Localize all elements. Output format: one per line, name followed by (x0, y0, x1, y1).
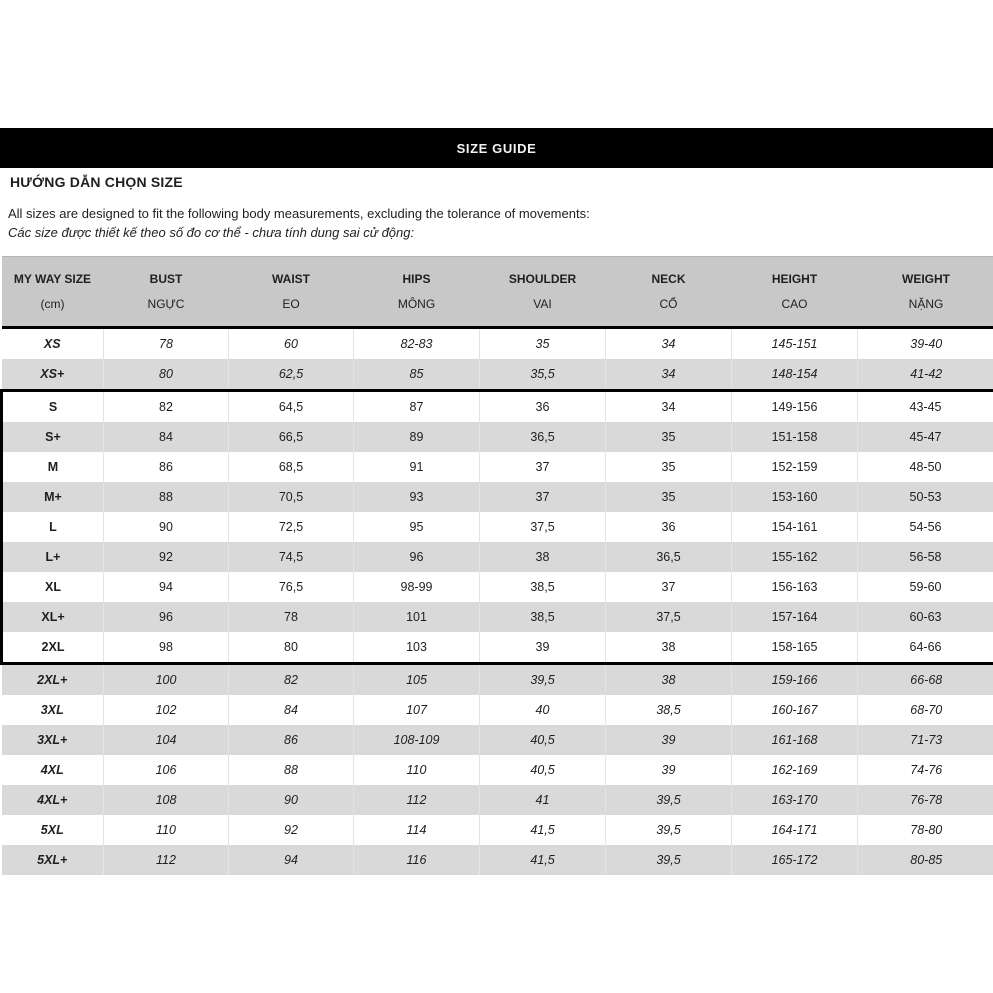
column-subtitle: (cm) (40, 297, 65, 312)
value-cell: 156-163 (732, 572, 858, 602)
size-cell: 2XL+ (2, 664, 104, 696)
value-cell: 39,5 (606, 815, 732, 845)
column-header-my-way-size (2, 257, 104, 328)
value-cell: 163-170 (732, 785, 858, 815)
value-cell: 78-80 (858, 815, 993, 845)
value-cell: 148-154 (732, 359, 858, 391)
value-cell: 112 (354, 785, 480, 815)
value-cell: 153-160 (732, 482, 858, 512)
size-cell: 2XL (2, 632, 104, 664)
table-row-5xl (2, 815, 993, 845)
table-row-l-plus (2, 542, 993, 572)
value-cell: 98-99 (354, 572, 480, 602)
value-cell: 78 (229, 602, 354, 632)
value-cell: 39,5 (606, 845, 732, 875)
value-cell: 159-166 (732, 664, 858, 696)
size-cell: XS (2, 328, 104, 360)
size-cell: S+ (2, 422, 104, 452)
value-cell: 90 (104, 512, 229, 542)
value-cell: 36,5 (606, 542, 732, 572)
value-cell: 39 (606, 725, 732, 755)
size-cell: XL+ (2, 602, 104, 632)
value-cell: 38,5 (480, 572, 606, 602)
column-subtitle: CỔ (659, 297, 678, 312)
value-cell: 152-159 (732, 452, 858, 482)
value-cell: 103 (354, 632, 480, 664)
value-cell: 107 (354, 695, 480, 725)
value-cell: 105 (354, 664, 480, 696)
size-table-body (2, 328, 993, 876)
value-cell: 92 (229, 815, 354, 845)
column-header-shoulder (480, 257, 606, 328)
value-cell: 56-58 (858, 542, 993, 572)
column-title: WEIGHT (902, 271, 950, 286)
value-cell: 160-167 (732, 695, 858, 725)
value-cell: 41 (480, 785, 606, 815)
value-cell: 72,5 (229, 512, 354, 542)
table-row-3xl-plus (2, 725, 993, 755)
value-cell: 85 (354, 359, 480, 391)
table-row-xs (2, 328, 993, 360)
value-cell: 39 (480, 632, 606, 664)
value-cell: 59-60 (858, 572, 993, 602)
value-cell: 35 (606, 422, 732, 452)
value-cell: 34 (606, 359, 732, 391)
column-subtitle: NGỰC (147, 297, 185, 312)
value-cell: 36,5 (480, 422, 606, 452)
column-header-weight (858, 257, 993, 328)
column-subtitle: EO (282, 297, 300, 312)
table-row-2xl (2, 632, 993, 664)
value-cell: 158-165 (732, 632, 858, 664)
size-guide-banner (0, 128, 993, 168)
value-cell: 82-83 (354, 328, 480, 360)
value-cell: 162-169 (732, 755, 858, 785)
table-row-3xl (2, 695, 993, 725)
table-row-4xl-plus (2, 785, 993, 815)
value-cell: 41-42 (858, 359, 993, 391)
value-cell: 101 (354, 602, 480, 632)
value-cell: 102 (104, 695, 229, 725)
size-cell: 5XL+ (2, 845, 104, 875)
value-cell: 34 (606, 328, 732, 360)
value-cell: 40,5 (480, 755, 606, 785)
value-cell: 39 (606, 755, 732, 785)
column-header-height (732, 257, 858, 328)
value-cell: 38 (606, 664, 732, 696)
column-header-hips (354, 257, 480, 328)
size-cell: 5XL (2, 815, 104, 845)
size-cell: XS+ (2, 359, 104, 391)
size-cell: M (2, 452, 104, 482)
value-cell: 100 (104, 664, 229, 696)
value-cell: 93 (354, 482, 480, 512)
value-cell: 94 (229, 845, 354, 875)
value-cell: 157-164 (732, 602, 858, 632)
value-cell: 108-109 (354, 725, 480, 755)
table-row-s (2, 391, 993, 423)
value-cell: 92 (104, 542, 229, 572)
table-row-m (2, 452, 993, 482)
value-cell: 74-76 (858, 755, 993, 785)
value-cell: 71-73 (858, 725, 993, 755)
value-cell: 41,5 (480, 815, 606, 845)
value-cell: 68,5 (229, 452, 354, 482)
column-title: MY WAY SIZE (13, 271, 92, 286)
table-row-s-plus (2, 422, 993, 452)
column-title: WAIST (272, 271, 310, 286)
value-cell: 40,5 (480, 725, 606, 755)
description-en: All sizes are designed to fit the following body measurements, excluding the tolerance of movements: (8, 206, 590, 221)
value-cell: 90 (229, 785, 354, 815)
column-subtitle: CAO (781, 297, 808, 312)
value-cell: 38,5 (606, 695, 732, 725)
value-cell: 37 (606, 572, 732, 602)
banner-title: SIZE GUIDE (456, 140, 537, 156)
column-title: HEIGHT (771, 271, 818, 286)
value-cell: 36 (480, 391, 606, 423)
value-cell: 36 (606, 512, 732, 542)
value-cell: 106 (104, 755, 229, 785)
value-cell: 76-78 (858, 785, 993, 815)
value-cell: 80 (104, 359, 229, 391)
value-cell: 35 (480, 328, 606, 360)
header-row (2, 257, 993, 328)
value-cell: 66,5 (229, 422, 354, 452)
value-cell: 74,5 (229, 542, 354, 572)
value-cell: 87 (354, 391, 480, 423)
value-cell: 64-66 (858, 632, 993, 664)
value-cell: 114 (354, 815, 480, 845)
value-cell: 66-68 (858, 664, 993, 696)
value-cell: 60 (229, 328, 354, 360)
table-row-l (2, 512, 993, 542)
column-header-waist (229, 257, 354, 328)
value-cell: 110 (104, 815, 229, 845)
value-cell: 60-63 (858, 602, 993, 632)
value-cell: 80-85 (858, 845, 993, 875)
value-cell: 91 (354, 452, 480, 482)
value-cell: 37,5 (606, 602, 732, 632)
value-cell: 84 (104, 422, 229, 452)
description-vi: Các size được thiết kế theo số đo cơ thể - chưa tính dung sai cử động: (8, 225, 415, 240)
value-cell: 145-151 (732, 328, 858, 360)
value-cell: 48-50 (858, 452, 993, 482)
size-cell: L (2, 512, 104, 542)
value-cell: 86 (229, 725, 354, 755)
value-cell: 35 (606, 482, 732, 512)
value-cell: 155-162 (732, 542, 858, 572)
value-cell: 37 (480, 452, 606, 482)
size-cell: 4XL+ (2, 785, 104, 815)
value-cell: 149-156 (732, 391, 858, 423)
page-heading: HƯỚNG DẪN CHỌN SIZE (10, 174, 183, 190)
column-subtitle: VAI (533, 297, 552, 312)
value-cell: 70,5 (229, 482, 354, 512)
value-cell: 40 (480, 695, 606, 725)
column-header-neck (606, 257, 732, 328)
value-cell: 84 (229, 695, 354, 725)
value-cell: 151-158 (732, 422, 858, 452)
value-cell: 68-70 (858, 695, 993, 725)
value-cell: 38 (606, 632, 732, 664)
value-cell: 38,5 (480, 602, 606, 632)
table-row-2xl-plus (2, 664, 993, 696)
value-cell: 50-53 (858, 482, 993, 512)
value-cell: 108 (104, 785, 229, 815)
table-row-xl (2, 572, 993, 602)
size-cell: 3XL+ (2, 725, 104, 755)
column-title: BUST (149, 271, 183, 286)
value-cell: 76,5 (229, 572, 354, 602)
column-title: SHOULDER (508, 271, 577, 286)
size-table (0, 256, 993, 875)
value-cell: 88 (104, 482, 229, 512)
value-cell: 104 (104, 725, 229, 755)
value-cell: 80 (229, 632, 354, 664)
value-cell: 39,5 (480, 664, 606, 696)
value-cell: 94 (104, 572, 229, 602)
size-cell: M+ (2, 482, 104, 512)
column-subtitle: NẶNG (908, 297, 944, 312)
value-cell: 37 (480, 482, 606, 512)
column-title: HIPS (402, 271, 431, 286)
value-cell: 45-47 (858, 422, 993, 452)
value-cell: 82 (104, 391, 229, 423)
table-row-xs-plus (2, 359, 993, 391)
table-row-4xl (2, 755, 993, 785)
value-cell: 78 (104, 328, 229, 360)
value-cell: 95 (354, 512, 480, 542)
size-cell: 3XL (2, 695, 104, 725)
value-cell: 110 (354, 755, 480, 785)
value-cell: 39,5 (606, 785, 732, 815)
column-title: NECK (651, 271, 686, 286)
table-row-5xl-plus (2, 845, 993, 875)
value-cell: 164-171 (732, 815, 858, 845)
value-cell: 54-56 (858, 512, 993, 542)
value-cell: 161-168 (732, 725, 858, 755)
value-cell: 35,5 (480, 359, 606, 391)
table-row-m-plus (2, 482, 993, 512)
value-cell: 34 (606, 391, 732, 423)
value-cell: 165-172 (732, 845, 858, 875)
value-cell: 37,5 (480, 512, 606, 542)
value-cell: 89 (354, 422, 480, 452)
column-subtitle: MÔNG (397, 297, 436, 312)
table-row-xl-plus (2, 602, 993, 632)
size-cell: 4XL (2, 755, 104, 785)
value-cell: 116 (354, 845, 480, 875)
value-cell: 96 (104, 602, 229, 632)
value-cell: 98 (104, 632, 229, 664)
value-cell: 86 (104, 452, 229, 482)
column-header-bust (104, 257, 229, 328)
size-cell: L+ (2, 542, 104, 572)
value-cell: 88 (229, 755, 354, 785)
value-cell: 96 (354, 542, 480, 572)
value-cell: 82 (229, 664, 354, 696)
value-cell: 39-40 (858, 328, 993, 360)
value-cell: 62,5 (229, 359, 354, 391)
size-cell: S (2, 391, 104, 423)
value-cell: 154-161 (732, 512, 858, 542)
value-cell: 38 (480, 542, 606, 572)
value-cell: 43-45 (858, 391, 993, 423)
size-cell: XL (2, 572, 104, 602)
value-cell: 41,5 (480, 845, 606, 875)
value-cell: 64,5 (229, 391, 354, 423)
value-cell: 112 (104, 845, 229, 875)
value-cell: 35 (606, 452, 732, 482)
